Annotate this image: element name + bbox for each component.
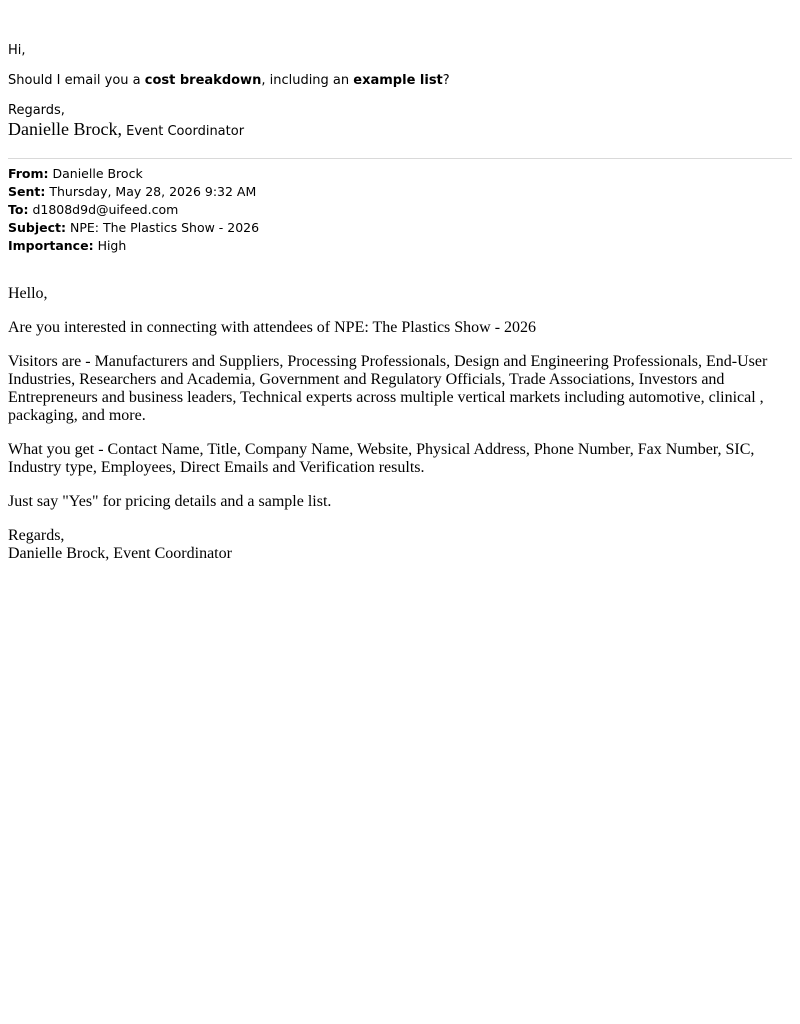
header-from-value: Danielle Brock (52, 166, 143, 181)
header-subject-label: Subject: (8, 220, 66, 235)
header-subject (8, 219, 792, 237)
original-message-body (8, 285, 792, 563)
reply-question-prefix: Should I email you a (8, 73, 145, 88)
header-from-label: From: (8, 166, 49, 181)
header-to-value: d1808d9d@uifeed.com (32, 202, 179, 217)
reply-question (8, 73, 792, 89)
reply-greeting: Hi, (8, 43, 26, 58)
header-importance-label: Importance: (8, 238, 94, 253)
reply-signature-name: Danielle Brock, (8, 119, 122, 139)
header-from (8, 165, 792, 183)
body-greeting: Hello, (8, 285, 48, 302)
body-what-you-get: What you get - Contact Name, Title, Company Name, Website, Physical Address, Phone Number, Fax Number, SIC, Industry type, Employees, Direct Emails and Verification results. (8, 441, 755, 476)
body-cta: Just say "Yes" for pricing details and a sample list. (8, 493, 332, 510)
reply-message (8, 43, 792, 142)
header-subject-value: NPE: The Plastics Show - 2026 (69, 220, 260, 235)
forwarded-header (8, 165, 792, 255)
header-sent-label: Sent: (8, 184, 46, 199)
reply-question-suffix: ? (442, 73, 450, 88)
reply-signature-title: Event Coordinator (126, 124, 245, 139)
header-to (8, 201, 792, 219)
reply-closing: Regards, (8, 103, 65, 118)
header-importance (8, 237, 792, 255)
header-sent (8, 183, 792, 201)
body-visitors: Visitors are - Manufacturers and Suppliers, Processing Professionals, Design and Engineering Professionals, End-User Industries, Researchers and Academia, Government and Regulatory Officials, Trade Associations, Investors and Entrepreneurs and business leaders, Technical experts across multiple vertical markets including automotive, clinical , packaging, and more. (8, 353, 768, 424)
header-to-label: To: (8, 202, 29, 217)
header-sent-value: Thursday, May 28, 2026 9:32 AM (49, 184, 257, 199)
reply-question-bold-cost: cost breakdown (144, 73, 262, 88)
reply-question-bold-example: example list (353, 73, 443, 88)
body-intro: Are you interested in connecting with attendees of NPE: The Plastics Show - 2026 (8, 319, 537, 336)
body-closing: Regards, (8, 527, 65, 544)
body-signature: Danielle Brock, Event Coordinator (8, 545, 232, 562)
reply-question-mid: , including an (261, 73, 354, 88)
header-importance-value: High (97, 238, 127, 253)
message-divider (8, 158, 792, 159)
reply-signature (8, 119, 792, 142)
